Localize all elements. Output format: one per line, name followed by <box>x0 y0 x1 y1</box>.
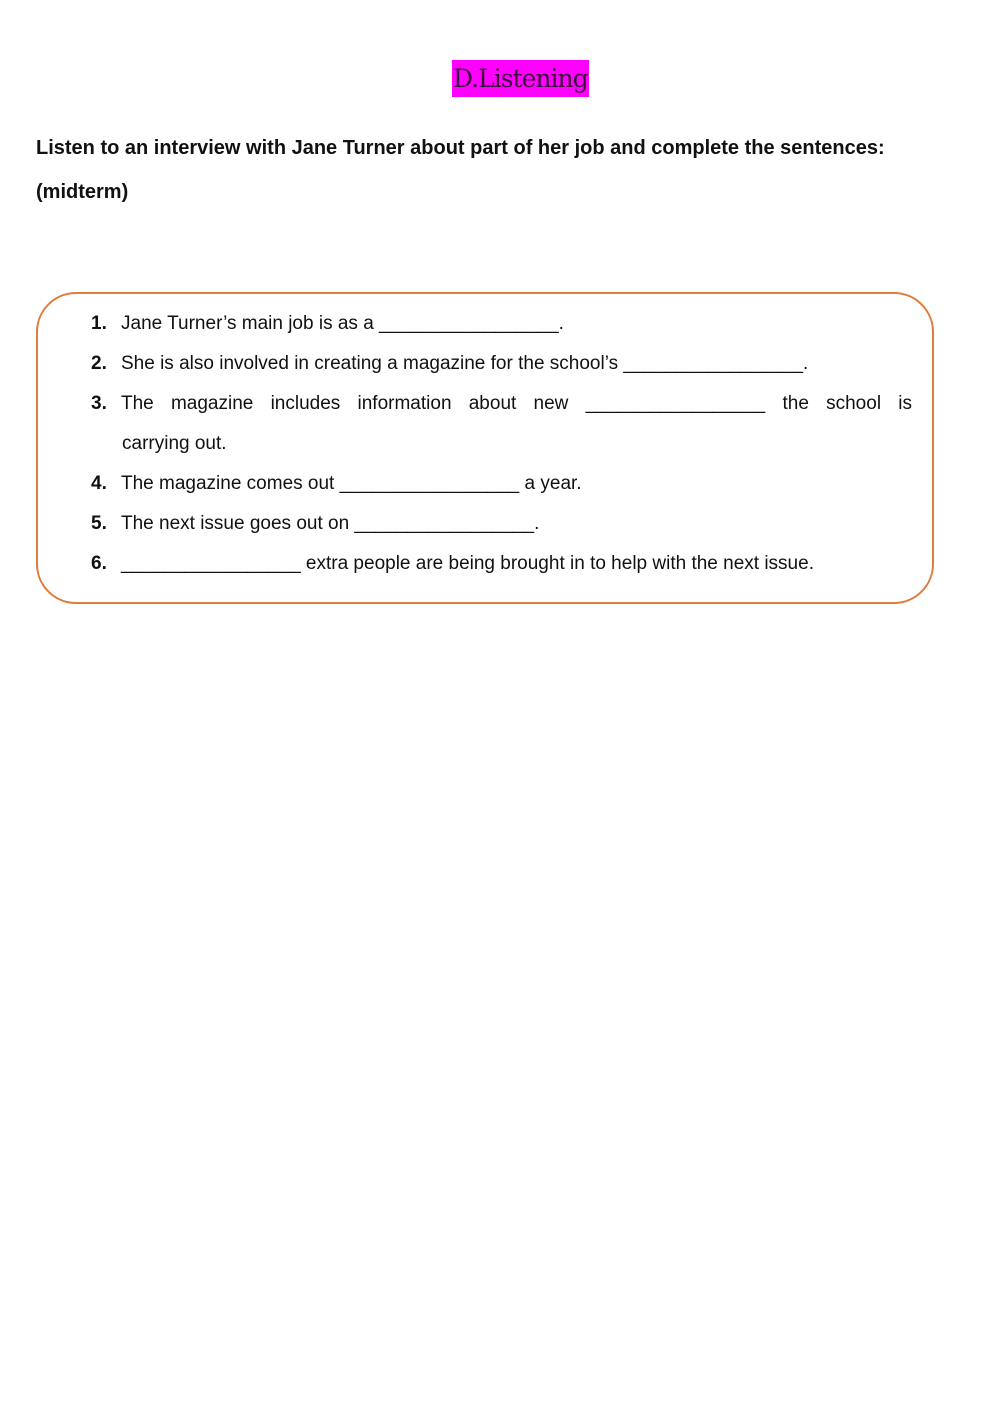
question-3 <box>91 392 121 416</box>
question-number: 1. <box>91 313 107 334</box>
question-number: 6. <box>91 553 107 574</box>
question-text: She is also involved in creating a magazine for the school’s _________________. <box>121 353 809 374</box>
question-text: The magazine includes information about new _________________ the school is <box>121 393 912 414</box>
question-number: 2. <box>91 353 107 374</box>
instructions: Listen to an interview with Jane Turner about part of her job and complete the sentences: (midterm) <box>36 137 885 203</box>
question-text: Jane Turner’s main job is as a _________________. <box>121 313 564 334</box>
question-number: 5. <box>91 513 107 534</box>
question-1 <box>91 312 564 336</box>
question-5 <box>91 512 539 536</box>
question-number: 3. <box>91 393 107 414</box>
section-title: D.Listening <box>452 60 589 97</box>
question-text: _________________ extra people are being brought in to help with the next issue. <box>121 553 814 574</box>
question-text: The next issue goes out on _________________. <box>121 513 540 534</box>
question-text: The magazine comes out _________________ a year. <box>121 473 582 494</box>
question-text-continued: carrying out. <box>122 433 227 454</box>
question-6 <box>91 552 814 576</box>
question-2 <box>91 352 808 376</box>
question-number: 4. <box>91 473 107 494</box>
question-4 <box>91 472 582 496</box>
